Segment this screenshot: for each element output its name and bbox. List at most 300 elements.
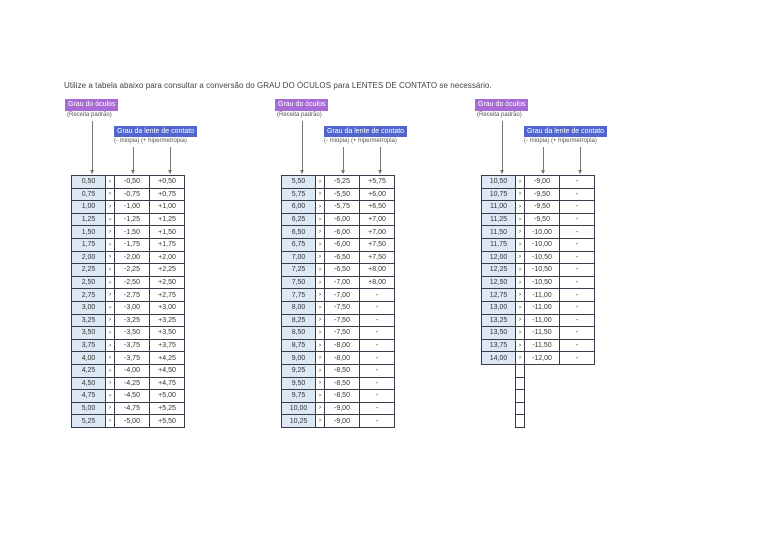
table-row: [282, 415, 395, 428]
arrow-right-icon: >: [106, 276, 115, 289]
down-arrow-icon: [92, 121, 93, 173]
hyperopia-lens-cell: +6,00: [360, 188, 395, 201]
lens-degree-sublabel: (- miopia) (+ hipermetropia): [114, 138, 187, 144]
arrow-right-icon: >: [316, 276, 325, 289]
arrow-right-icon: >: [516, 226, 525, 239]
myopia-lens-cell: -7,50: [325, 301, 360, 314]
table-row: [72, 251, 185, 264]
hyperopia-lens-cell: -: [360, 415, 395, 428]
blank-space: [525, 402, 560, 415]
table-row: [72, 327, 185, 340]
glasses-degree-cell: 7,50: [282, 276, 316, 289]
empty-row: [482, 364, 595, 377]
table-row: [72, 264, 185, 277]
myopia-lens-cell: -6,50: [325, 251, 360, 264]
glasses-degree-cell: 8,50: [282, 327, 316, 340]
myopia-lens-cell: -9,50: [525, 188, 560, 201]
empty-cell: [516, 377, 525, 390]
arrow-right-icon: >: [316, 402, 325, 415]
hyperopia-lens-cell: +0,50: [150, 176, 185, 189]
conversion-group-2: [273, 99, 473, 439]
myopia-lens-cell: -9,50: [525, 213, 560, 226]
table-row: [482, 327, 595, 340]
hyperopia-lens-cell: -: [360, 352, 395, 365]
hyperopia-lens-cell: -: [560, 226, 595, 239]
table-row: [282, 390, 395, 403]
arrow-right-icon: >: [516, 188, 525, 201]
arrow-right-icon: >: [106, 327, 115, 340]
myopia-lens-cell: -1,75: [115, 238, 150, 251]
myopia-lens-cell: -7,50: [325, 327, 360, 340]
arrow-right-icon: >: [316, 201, 325, 214]
glasses-degree-cell: 5,00: [72, 402, 106, 415]
blank-space: [560, 364, 595, 377]
table-row: [282, 314, 395, 327]
glasses-degree-cell: 10,25: [282, 415, 316, 428]
myopia-lens-cell: -3,25: [115, 314, 150, 327]
myopia-lens-cell: -9,00: [325, 402, 360, 415]
hyperopia-lens-cell: +5,50: [150, 415, 185, 428]
myopia-lens-cell: -10,50: [525, 276, 560, 289]
myopia-lens-cell: -6,00: [325, 238, 360, 251]
conversion-group-1: [63, 99, 263, 439]
arrow-right-icon: >: [316, 415, 325, 428]
hyperopia-lens-cell: -: [360, 327, 395, 340]
myopia-lens-cell: -6,00: [325, 213, 360, 226]
arrow-right-icon: >: [516, 238, 525, 251]
blank-space: [482, 390, 516, 403]
glasses-degree-cell: 14,00: [482, 352, 516, 365]
hyperopia-lens-cell: +2,00: [150, 251, 185, 264]
arrow-right-icon: >: [516, 301, 525, 314]
arrow-right-icon: >: [316, 390, 325, 403]
arrow-right-icon: >: [106, 188, 115, 201]
myopia-lens-cell: -5,75: [325, 201, 360, 214]
arrow-right-icon: >: [106, 301, 115, 314]
table-row: [482, 213, 595, 226]
myopia-lens-cell: -11,00: [525, 289, 560, 302]
table-row: [72, 390, 185, 403]
arrow-right-icon: >: [106, 314, 115, 327]
lens-degree-label: Grau da lente de contato: [524, 126, 607, 137]
glasses-degree-cell: 4,50: [72, 377, 106, 390]
arrow-right-icon: >: [316, 188, 325, 201]
glasses-degree-cell: 1,00: [72, 201, 106, 214]
arrow-right-icon: >: [106, 251, 115, 264]
glasses-degree-cell: 1,50: [72, 226, 106, 239]
arrow-right-icon: >: [106, 364, 115, 377]
arrow-right-icon: >: [516, 276, 525, 289]
table-row: [72, 201, 185, 214]
glasses-degree-cell: 11,75: [482, 238, 516, 251]
glasses-degree-cell: 11,25: [482, 213, 516, 226]
hyperopia-lens-cell: -: [360, 377, 395, 390]
myopia-lens-cell: -2,75: [115, 289, 150, 302]
glasses-degree-cell: 4,25: [72, 364, 106, 377]
table-row: [72, 238, 185, 251]
arrow-right-icon: >: [106, 176, 115, 189]
empty-cell: [516, 402, 525, 415]
hyperopia-lens-cell: +1,25: [150, 213, 185, 226]
myopia-lens-cell: -8,50: [325, 377, 360, 390]
arrow-right-icon: >: [106, 402, 115, 415]
myopia-lens-cell: -11,50: [525, 327, 560, 340]
conversion-table: [481, 175, 595, 428]
lens-degree-label: Grau da lente de contato: [324, 126, 407, 137]
blank-space: [560, 415, 595, 428]
table-row: [482, 238, 595, 251]
table-row: [482, 201, 595, 214]
lens-degree-label: Grau da lente de contato: [114, 126, 197, 137]
empty-cell: [516, 364, 525, 377]
myopia-lens-cell: -1,50: [115, 226, 150, 239]
table-row: [282, 276, 395, 289]
down-arrow-icon: [380, 147, 381, 173]
table-row: [282, 352, 395, 365]
myopia-lens-cell: -3,50: [115, 327, 150, 340]
table-row: [72, 226, 185, 239]
conversion-table: [281, 175, 395, 428]
hyperopia-lens-cell: +0,75: [150, 188, 185, 201]
blank-space: [560, 390, 595, 403]
myopia-lens-cell: -9,50: [525, 201, 560, 214]
myopia-lens-cell: -7,50: [325, 314, 360, 327]
hyperopia-lens-cell: -: [560, 352, 595, 365]
table-row: [282, 188, 395, 201]
myopia-lens-cell: -10,50: [525, 251, 560, 264]
hyperopia-lens-cell: -: [360, 314, 395, 327]
blank-space: [525, 364, 560, 377]
hyperopia-lens-cell: -: [360, 390, 395, 403]
arrow-right-icon: >: [316, 226, 325, 239]
glasses-degree-cell: 13,75: [482, 339, 516, 352]
glasses-degree-cell: 10,00: [282, 402, 316, 415]
myopia-lens-cell: -4,50: [115, 390, 150, 403]
down-arrow-icon: [170, 147, 171, 173]
empty-row: [482, 390, 595, 403]
glasses-degree-cell: 11,00: [482, 201, 516, 214]
arrow-right-icon: >: [106, 213, 115, 226]
myopia-lens-cell: -7,00: [325, 276, 360, 289]
glasses-degree-sublabel: (Receita padrão): [277, 112, 322, 118]
hyperopia-lens-cell: +2,75: [150, 289, 185, 302]
table-row: [282, 251, 395, 264]
table-row: [72, 188, 185, 201]
glasses-degree-cell: 6,25: [282, 213, 316, 226]
table-row: [282, 226, 395, 239]
arrow-right-icon: >: [316, 327, 325, 340]
hyperopia-lens-cell: +8,00: [360, 264, 395, 277]
glasses-degree-cell: 2,75: [72, 289, 106, 302]
glasses-degree-label: Grau do óculos: [65, 99, 118, 111]
hyperopia-lens-cell: -: [560, 264, 595, 277]
table-row: [282, 402, 395, 415]
hyperopia-lens-cell: +3,25: [150, 314, 185, 327]
glasses-degree-cell: 13,25: [482, 314, 516, 327]
arrow-right-icon: >: [516, 201, 525, 214]
myopia-lens-cell: -11,00: [525, 314, 560, 327]
hyperopia-lens-cell: +3,00: [150, 301, 185, 314]
myopia-lens-cell: -3,75: [115, 339, 150, 352]
table-row: [72, 314, 185, 327]
hyperopia-lens-cell: -: [560, 276, 595, 289]
glasses-degree-cell: 3,25: [72, 314, 106, 327]
glasses-degree-cell: 1,75: [72, 238, 106, 251]
table-row: [282, 213, 395, 226]
blank-space: [482, 415, 516, 428]
glasses-degree-cell: 13,00: [482, 301, 516, 314]
lens-degree-sublabel: (- miopia) (+ hipermetropia): [324, 138, 397, 144]
glasses-degree-cell: 5,25: [72, 415, 106, 428]
empty-cell: [516, 415, 525, 428]
arrow-right-icon: >: [316, 352, 325, 365]
myopia-lens-cell: -2,25: [115, 264, 150, 277]
table-row: [482, 276, 595, 289]
myopia-lens-cell: -8,00: [325, 352, 360, 365]
down-arrow-icon: [343, 147, 344, 173]
table-row: [72, 289, 185, 302]
table-row: [482, 352, 595, 365]
glasses-degree-cell: 8,00: [282, 301, 316, 314]
lens-degree-sublabel: (- miopia) (+ hipermetropia): [524, 138, 597, 144]
myopia-lens-cell: -8,50: [325, 364, 360, 377]
down-arrow-icon: [302, 121, 303, 173]
glasses-degree-cell: 13,50: [482, 327, 516, 340]
table-row: [72, 339, 185, 352]
arrow-right-icon: >: [516, 213, 525, 226]
arrow-right-icon: >: [106, 377, 115, 390]
glasses-degree-cell: 0,50: [72, 176, 106, 189]
myopia-lens-cell: -5,50: [325, 188, 360, 201]
empty-cell: [516, 390, 525, 403]
hyperopia-lens-cell: +7,00: [360, 213, 395, 226]
empty-row: [482, 377, 595, 390]
glasses-degree-cell: 7,25: [282, 264, 316, 277]
glasses-degree-cell: 8,75: [282, 339, 316, 352]
hyperopia-lens-cell: +5,00: [150, 390, 185, 403]
table-row: [72, 377, 185, 390]
table-row: [482, 226, 595, 239]
glasses-degree-cell: 12,50: [482, 276, 516, 289]
table-row: [282, 301, 395, 314]
table-row: [482, 301, 595, 314]
arrow-right-icon: >: [106, 226, 115, 239]
table-row: [482, 264, 595, 277]
glasses-degree-cell: 12,25: [482, 264, 516, 277]
table-row: [72, 352, 185, 365]
table-row: [482, 188, 595, 201]
down-arrow-icon: [133, 147, 134, 173]
table-row: [282, 264, 395, 277]
blank-space: [482, 377, 516, 390]
blank-space: [560, 377, 595, 390]
blank-space: [525, 377, 560, 390]
myopia-lens-cell: -8,00: [325, 339, 360, 352]
hyperopia-lens-cell: +7,50: [360, 251, 395, 264]
table-row: [282, 238, 395, 251]
myopia-lens-cell: -1,25: [115, 213, 150, 226]
glasses-degree-cell: 0,75: [72, 188, 106, 201]
myopia-lens-cell: -3,75: [115, 352, 150, 365]
blank-space: [525, 390, 560, 403]
glasses-degree-cell: 4,00: [72, 352, 106, 365]
arrow-right-icon: >: [316, 264, 325, 277]
hyperopia-lens-cell: +4,25: [150, 352, 185, 365]
myopia-lens-cell: -5,25: [325, 176, 360, 189]
glasses-degree-cell: 1,25: [72, 213, 106, 226]
hyperopia-lens-cell: -: [560, 213, 595, 226]
down-arrow-icon: [580, 147, 581, 173]
instruction-text: Utilize a tabela abaixo para consultar a conversão do GRAU DO ÓCULOS para LENTES DE CONTATO se necessário.: [64, 81, 492, 90]
hyperopia-lens-cell: -: [560, 339, 595, 352]
hyperopia-lens-cell: -: [560, 201, 595, 214]
table-row: [282, 377, 395, 390]
table-row: [282, 327, 395, 340]
table-row: [72, 276, 185, 289]
myopia-lens-cell: -9,00: [525, 176, 560, 189]
blank-space: [560, 402, 595, 415]
myopia-lens-cell: -4,75: [115, 402, 150, 415]
hyperopia-lens-cell: +1,50: [150, 226, 185, 239]
arrow-right-icon: >: [106, 238, 115, 251]
table-row: [482, 314, 595, 327]
table-row: [482, 251, 595, 264]
arrow-right-icon: >: [516, 339, 525, 352]
hyperopia-lens-cell: +5,75: [360, 176, 395, 189]
myopia-lens-cell: -12,00: [525, 352, 560, 365]
myopia-lens-cell: -6,50: [325, 264, 360, 277]
hyperopia-lens-cell: +3,50: [150, 327, 185, 340]
glasses-degree-cell: 10,50: [482, 176, 516, 189]
arrow-right-icon: >: [316, 364, 325, 377]
glasses-degree-cell: 6,00: [282, 201, 316, 214]
myopia-lens-cell: -0,75: [115, 188, 150, 201]
table-row: [72, 176, 185, 189]
glasses-degree-cell: 2,25: [72, 264, 106, 277]
glasses-degree-label: Grau do óculos: [275, 99, 328, 111]
arrow-right-icon: >: [106, 390, 115, 403]
glasses-degree-cell: 3,50: [72, 327, 106, 340]
arrow-right-icon: >: [516, 251, 525, 264]
hyperopia-lens-cell: -: [560, 238, 595, 251]
arrow-right-icon: >: [106, 415, 115, 428]
table-row: [72, 364, 185, 377]
arrow-right-icon: >: [316, 377, 325, 390]
glasses-degree-sublabel: (Receita padrão): [477, 112, 522, 118]
arrow-right-icon: >: [316, 289, 325, 302]
hyperopia-lens-cell: -: [560, 251, 595, 264]
arrow-right-icon: >: [516, 289, 525, 302]
myopia-lens-cell: -7,00: [325, 289, 360, 302]
table-row: [72, 213, 185, 226]
arrow-right-icon: >: [516, 352, 525, 365]
hyperopia-lens-cell: +4,50: [150, 364, 185, 377]
hyperopia-lens-cell: +1,75: [150, 238, 185, 251]
glasses-degree-cell: 10,75: [482, 188, 516, 201]
glasses-degree-cell: 5,50: [282, 176, 316, 189]
arrow-right-icon: >: [106, 289, 115, 302]
glasses-degree-cell: 11,50: [482, 226, 516, 239]
myopia-lens-cell: -3,00: [115, 301, 150, 314]
table-row: [482, 289, 595, 302]
arrow-right-icon: >: [516, 176, 525, 189]
arrow-right-icon: >: [316, 339, 325, 352]
arrow-right-icon: >: [106, 339, 115, 352]
table-row: [282, 339, 395, 352]
glasses-degree-sublabel: (Receita padrão): [67, 112, 112, 118]
hyperopia-lens-cell: -: [560, 188, 595, 201]
table-row: [482, 339, 595, 352]
glasses-degree-cell: 4,75: [72, 390, 106, 403]
hyperopia-lens-cell: +5,25: [150, 402, 185, 415]
glasses-degree-cell: 9,25: [282, 364, 316, 377]
myopia-lens-cell: -11,00: [525, 301, 560, 314]
hyperopia-lens-cell: +2,25: [150, 264, 185, 277]
glasses-degree-cell: 2,00: [72, 251, 106, 264]
glasses-degree-cell: 6,50: [282, 226, 316, 239]
table-row: [72, 402, 185, 415]
conversion-table: [71, 175, 185, 428]
hyperopia-lens-cell: +2,50: [150, 276, 185, 289]
glasses-degree-cell: 7,00: [282, 251, 316, 264]
arrow-right-icon: >: [316, 314, 325, 327]
glasses-degree-cell: 3,75: [72, 339, 106, 352]
table-row: [72, 415, 185, 428]
hyperopia-lens-cell: -: [360, 402, 395, 415]
down-arrow-icon: [502, 121, 503, 173]
myopia-lens-cell: -1,00: [115, 201, 150, 214]
myopia-lens-cell: -4,25: [115, 377, 150, 390]
myopia-lens-cell: -11,50: [525, 339, 560, 352]
arrow-right-icon: >: [316, 213, 325, 226]
glasses-degree-cell: 5,75: [282, 188, 316, 201]
blank-space: [482, 402, 516, 415]
hyperopia-lens-cell: -: [560, 327, 595, 340]
hyperopia-lens-cell: +1,00: [150, 201, 185, 214]
arrow-right-icon: >: [316, 251, 325, 264]
table-row: [282, 289, 395, 302]
glasses-degree-cell: 6,75: [282, 238, 316, 251]
arrow-right-icon: >: [316, 238, 325, 251]
blank-space: [482, 364, 516, 377]
glasses-degree-cell: 7,75: [282, 289, 316, 302]
hyperopia-lens-cell: +7,50: [360, 238, 395, 251]
arrow-right-icon: >: [316, 301, 325, 314]
glasses-degree-cell: 9,50: [282, 377, 316, 390]
conversion-group-3: [473, 99, 673, 439]
hyperopia-lens-cell: +6,50: [360, 201, 395, 214]
myopia-lens-cell: -2,50: [115, 276, 150, 289]
empty-row: [482, 402, 595, 415]
myopia-lens-cell: -8,50: [325, 390, 360, 403]
myopia-lens-cell: -9,00: [325, 415, 360, 428]
arrow-right-icon: >: [106, 264, 115, 277]
myopia-lens-cell: -10,50: [525, 264, 560, 277]
arrow-right-icon: >: [106, 352, 115, 365]
hyperopia-lens-cell: +3,75: [150, 339, 185, 352]
arrow-right-icon: >: [106, 201, 115, 214]
myopia-lens-cell: -2,00: [115, 251, 150, 264]
glasses-degree-cell: 9,00: [282, 352, 316, 365]
hyperopia-lens-cell: -: [560, 176, 595, 189]
blank-space: [525, 415, 560, 428]
table-row: [282, 364, 395, 377]
hyperopia-lens-cell: +8,00: [360, 276, 395, 289]
glasses-degree-label: Grau do óculos: [475, 99, 528, 111]
arrow-right-icon: >: [316, 176, 325, 189]
myopia-lens-cell: -6,00: [325, 226, 360, 239]
myopia-lens-cell: -0,50: [115, 176, 150, 189]
